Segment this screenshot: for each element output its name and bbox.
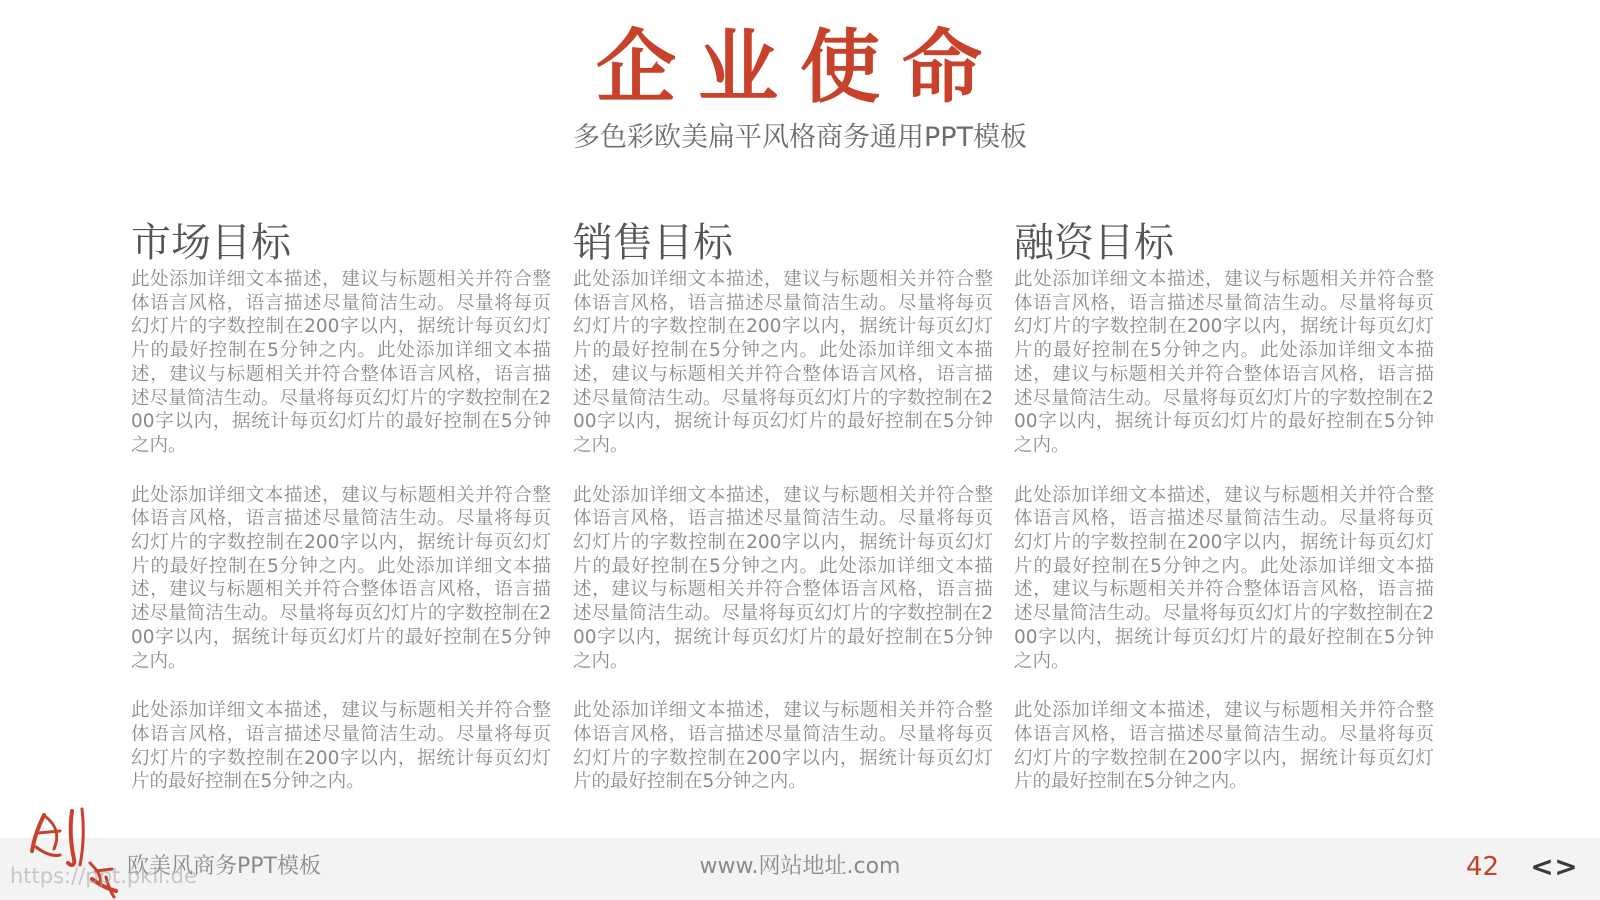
column-paragraph: 此处添加详细文本描述，建议与标题相关并符合整体语言风格，语言描述尽量简洁生动。尽量将每页幻灯片的字数控制在200字以内，据统计每页幻灯片的最好控制在5分钟之内。此处添加详细文本描述，建议与标题相关并符合整体语言风格，语言描述尽量简洁生动。尽量将每页幻灯片的字数控制在200字以内，据统计每页幻灯片的最好控制在5分钟之内。 xyxy=(1014,484,1434,672)
column-market xyxy=(131,218,551,820)
column-paragraph: 此处添加详细文本描述，建议与标题相关并符合整体语言风格，语言描述尽量简洁生动。尽量将每页幻灯片的字数控制在200字以内，据统计每页幻灯片的最好控制在5分钟之内。此处添加详细文本描述，建议与标题相关并符合整体语言风格，语言描述尽量简洁生动。尽量将每页幻灯片的字数控制在200字以内，据统计每页幻灯片的最好控制在5分钟之内。 xyxy=(573,484,993,672)
column-paragraph: 此处添加详细文本描述，建议与标题相关并符合整体语言风格，语言描述尽量简洁生动。尽量将每页幻灯片的字数控制在200字以内，据统计每页幻灯片的最好控制在5分钟之内。 xyxy=(131,700,551,793)
watermark-text: https://ppt.pkll.de xyxy=(10,864,197,888)
column-paragraph: 此处添加详细文本描述，建议与标题相关并符合整体语言风格，语言描述尽量简洁生动。尽量将每页幻灯片的字数控制在200字以内，据统计每页幻灯片的最好控制在5分钟之内。此处添加详细文本描述，建议与标题相关并符合整体语言风格，语言描述尽量简洁生动。尽量将每页幻灯片的字数控制在200字以内，据统计每页幻灯片的最好控制在5分钟之内。 xyxy=(573,269,993,456)
footer-bar xyxy=(0,838,1600,900)
column-paragraph: 此处添加详细文本描述，建议与标题相关并符合整体语言风格，语言描述尽量简洁生动。尽量将每页幻灯片的字数控制在200字以内，据统计每页幻灯片的最好控制在5分钟之内。 xyxy=(1014,700,1434,793)
column-paragraph: 此处添加详细文本描述，建议与标题相关并符合整体语言风格，语言描述尽量简洁生动。尽量将每页幻灯片的字数控制在200字以内，据统计每页幻灯片的最好控制在5分钟之内。此处添加详细文本描述，建议与标题相关并符合整体语言风格，语言描述尽量简洁生动。尽量将每页幻灯片的字数控制在200字以内，据统计每页幻灯片的最好控制在5分钟之内。 xyxy=(131,484,551,672)
column-financing xyxy=(1014,218,1434,820)
column-heading: 市场目标 xyxy=(131,220,291,266)
column-heading: 销售目标 xyxy=(573,220,733,266)
slide-subtitle: 多色彩欧美扁平风格商务通用PPT模板 xyxy=(572,122,1028,153)
slide-title: 企业使命 xyxy=(596,20,1004,114)
footer-website: www.网站地址.com xyxy=(699,854,901,879)
footer-template-name: 欧美风商务PPT模板 xyxy=(127,854,321,879)
column-paragraph: 此处添加详细文本描述，建议与标题相关并符合整体语言风格，语言描述尽量简洁生动。尽量将每页幻灯片的字数控制在200字以内，据统计每页幻灯片的最好控制在5分钟之内。此处添加详细文本描述，建议与标题相关并符合整体语言风格，语言描述尽量简洁生动。尽量将每页幻灯片的字数控制在200字以内，据统计每页幻灯片的最好控制在5分钟之内。 xyxy=(1014,269,1434,456)
page-number: 42 xyxy=(1466,852,1500,882)
column-paragraph: 此处添加详细文本描述，建议与标题相关并符合整体语言风格，语言描述尽量简洁生动。尽量将每页幻灯片的字数控制在200字以内，据统计每页幻灯片的最好控制在5分钟之内。 xyxy=(573,700,993,793)
column-sales xyxy=(573,218,993,820)
column-heading: 融资目标 xyxy=(1014,220,1174,266)
column-paragraph: 此处添加详细文本描述，建议与标题相关并符合整体语言风格，语言描述尽量简洁生动。尽量将每页幻灯片的字数控制在200字以内，据统计每页幻灯片的最好控制在5分钟之内。此处添加详细文本描述，建议与标题相关并符合整体语言风格，语言描述尽量简洁生动。尽量将每页幻灯片的字数控制在200字以内，据统计每页幻灯片的最好控制在5分钟之内。 xyxy=(131,269,551,456)
chevron-right-icon[interactable]: > xyxy=(1554,850,1578,883)
chevron-left-icon[interactable]: < xyxy=(1530,850,1554,883)
